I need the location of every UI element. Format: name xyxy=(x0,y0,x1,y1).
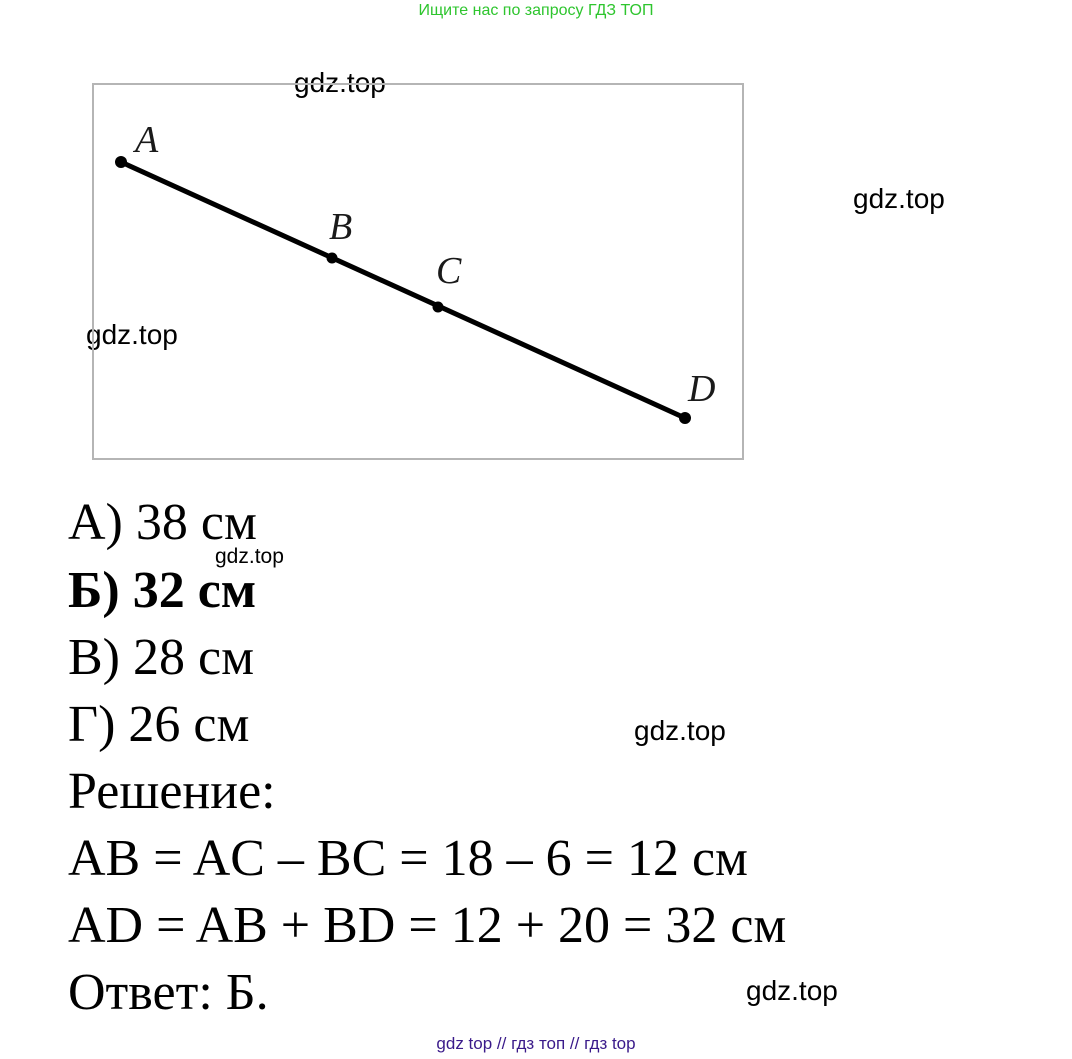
point-c-dot xyxy=(433,302,444,313)
point-a-label: A xyxy=(135,119,159,161)
segment-figure xyxy=(92,83,744,460)
point-c-label: C xyxy=(436,250,462,292)
answer-line: Ответ: Б. xyxy=(68,964,269,1021)
watermark: gdz.top xyxy=(294,67,386,98)
option-g: Г) 26 см xyxy=(68,696,250,753)
option-v: В) 28 см xyxy=(68,629,254,686)
option-b: Б) 32 см xyxy=(68,562,257,619)
watermark: gdz.top xyxy=(215,545,284,568)
watermark: gdz.top xyxy=(634,715,726,746)
option-a: А) 38 см xyxy=(68,494,257,551)
point-d-label: D xyxy=(688,368,716,410)
segment-line xyxy=(121,162,685,418)
point-a-dot xyxy=(115,156,127,168)
watermark: gdz.top xyxy=(853,183,945,214)
point-d-dot xyxy=(679,412,691,424)
solution-line-ad: AD = AB + BD = 12 + 20 = 32 см xyxy=(68,897,787,954)
watermark: gdz.top xyxy=(746,975,838,1006)
watermark: gdz.top xyxy=(86,319,178,350)
top-banner: Ищите нас по запросу ГДЗ ТОП xyxy=(418,2,654,19)
footer-links: gdz top // гдз топ // гдз top xyxy=(436,1034,636,1053)
solution-line-ab: AB = AC – BC = 18 – 6 = 12 см xyxy=(68,830,748,887)
solution-heading: Решение: xyxy=(68,763,276,820)
point-b-label: B xyxy=(329,206,353,248)
point-b-dot xyxy=(327,253,338,264)
